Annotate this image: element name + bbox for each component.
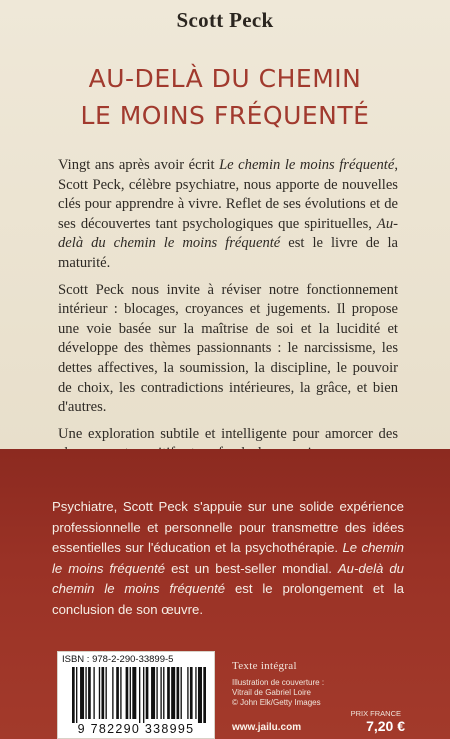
blurb-paragraph-2: Scott Peck nous invite à réviser notre fonctionnement intérieur : blocages, croyances et jugements. Il propose une voie basée sur la maîtrise de soi et la lucidité et développe des thèmes passionnants : le narcissisme, les dettes affectives, la soumission, la discipline, le pouvoir de choix, les contradictions intérieures, la grâce, et bien d'autres. [58, 281, 398, 416]
barcode-bar [187, 667, 188, 719]
barcode-bar [112, 667, 113, 719]
author-name: Scott Peck [176, 8, 274, 32]
book-title-italic: Au-delà du chemin le moins fréquenté [58, 215, 398, 252]
barcode-bar [146, 667, 149, 719]
barcode-bar [163, 667, 164, 719]
barcode-bar [116, 667, 119, 719]
bio-text: Psychiatre, Scott Peck s'appuie sur une solide expérience professionnelle et personnelle pour transmettre des idées essentielles sur l'éducation et la psychothérapie. [52, 499, 404, 555]
isbn-barcode-box [57, 651, 215, 739]
barcode-bar [160, 667, 161, 719]
barcode-bar [76, 667, 77, 723]
texte-integral-label: Texte intégral [232, 660, 297, 672]
cover-credits [232, 678, 352, 708]
barcode-bar [93, 667, 94, 719]
barcode-bar [171, 667, 175, 719]
credit-line: © John Elk/Getty Images [232, 698, 321, 707]
barcode-bar [126, 667, 129, 719]
barcode-bar [203, 667, 206, 723]
barcode-bar [151, 667, 155, 719]
barcode-bar [101, 667, 104, 719]
barcode-bar [80, 667, 84, 719]
barcode-bar [167, 667, 170, 719]
barcode-bar [139, 667, 140, 723]
barcode-icon [72, 667, 206, 723]
blurb-text: Vingt ans après avoir écrit [58, 157, 220, 173]
publisher-website: www.jailu.com [232, 722, 302, 733]
bio-text: est un best-seller mondial. [165, 560, 338, 576]
barcode-bar [177, 667, 180, 719]
barcode-bar [88, 667, 91, 719]
barcode-bar [190, 667, 193, 719]
barcode-bar [132, 667, 136, 719]
blurb [58, 156, 398, 471]
barcode-bar [156, 667, 157, 719]
barcode-bar [130, 667, 131, 719]
barcode-bar [198, 667, 202, 723]
blurb-text: est le livre de la maturité. [58, 235, 398, 271]
barcode-bar [99, 667, 100, 719]
book-title-italic: Au-delà du chemin le moins fréquenté [52, 560, 404, 596]
credit-line: Vitrail de Gabriel Loire [232, 688, 312, 697]
author-bio [52, 497, 404, 620]
price-value: 7,20 € [366, 718, 405, 734]
barcode-bar [143, 667, 144, 723]
barcode-bar [195, 667, 196, 719]
barcode-digits: 9 782290 338995 [77, 722, 195, 736]
barcode-bar [106, 667, 107, 719]
barcode-bar [181, 667, 182, 719]
title-line-2: LE MOINS FRÉQUENTÉ [80, 101, 370, 130]
barcode-bar [85, 667, 86, 719]
credit-line: Illustration de couverture : [232, 678, 325, 687]
bio-text: est le prolongement et la conclusion de son œuvre. [52, 581, 404, 617]
blurb-text: , Scott Peck, célèbre psychiatre, nous apporte de nouvelles clés pour apprendre à vivre. Reflet de ses évolutions et de ses découvertes tant psychologiques que spirituelles, [58, 157, 398, 232]
barcode-bar [120, 667, 121, 719]
barcode-bar [72, 667, 75, 723]
blurb-paragraph-1 [58, 156, 398, 274]
isbn-label: ISBN : 978-2-290-33899-5 [62, 654, 174, 665]
book-title-italic: Le chemin le moins fréquenté [52, 540, 404, 576]
blurb-paragraph-3: Une exploration subtile et intelligente pour amorcer des [58, 425, 398, 442]
title-line-1: AU-DELÀ DU CHEMIN [88, 64, 362, 93]
book-title-italic: Le chemin le moins fréquenté [219, 157, 395, 173]
price-label: PRIX FRANCE [350, 709, 401, 718]
